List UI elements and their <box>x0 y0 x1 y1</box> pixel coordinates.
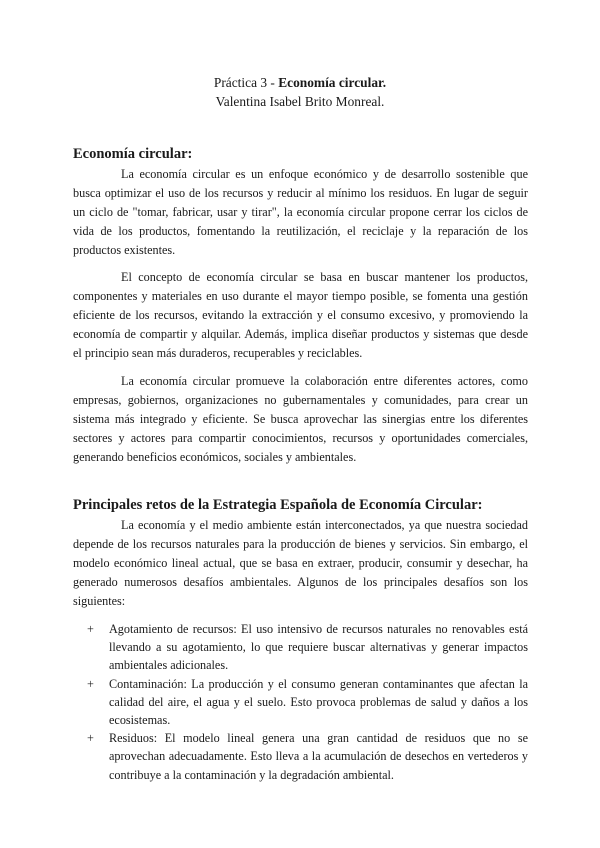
list-item: + Contaminación: La producción y el consumo generan contaminantes que afectan la calidad del aire, el agua y el suelo. Esto provoca problemas de salud y daños a los ecosistemas. <box>87 676 528 728</box>
plus-bullet-icon: + <box>87 731 94 746</box>
title-prefix: Práctica 3 - <box>213 75 279 90</box>
paragraph-3: La economía circular promueve la colaboración entre diferentes actores, como empresas, gobiernos, organizaciones no gubernamentales y comunidades, para crear un sistema más integrado y eficiente. Se busca aprovechar las sinergias entre los diferentes sectores y actores para compartir conocimientos, recursos y oportunidades comerciales, generando beneficios económicos, sociales y ambientales. <box>73 374 528 465</box>
title-bold: Economía circular. <box>278 75 387 90</box>
list-item: + Agotamiento de recursos: El uso intensivo de recursos naturales no renovables está llevando a su agotamiento, lo que requiere buscar alternativas y generar impactos ambientales adicionales. <box>87 622 528 673</box>
paragraph-2: El concepto de economía circular se basa en buscar mantener los productos, componentes y materiales en uso durante el mayor tiempo posible, se fomenta una gestión eficiente de los recursos, evitando la extracción y el consumo excesivo, y promoviendo la economía de compartir y alquilar. Además, implica diseñar productos y sistemas que desde el principio sean más duraderos, recuperables y reciclables. <box>73 270 528 361</box>
challenges-list <box>73 620 528 784</box>
paragraph-intro-retos: La economía y el medio ambiente están interconectados, ya que nuestra sociedad depende de los recursos naturales para la producción de bienes y servicios. Sin embargo, el modelo económico lineal actual, que se basa en extraer, producir, consumir y desechar, ha generado numerosos desafíos ambientales. Algunos de los principales desafíos son los siguientes: <box>73 518 528 609</box>
document-title <box>0 73 600 92</box>
author-name: Valentina Isabel Brito Monreal. <box>215 94 385 109</box>
paragraph-1: La economía circular es un enfoque económico y de desarrollo sostenible que busca optimizar el uso de los recursos y reducir al mínimo los residuos. En lugar de seguir un ciclo de "tomar, fabricar, usar y tirar", la economía circular propone cerrar los ciclos de vida de los productos, fomentando la reutilización, el reciclaje y la reparación de los productos existentes. <box>73 167 528 258</box>
section-heading-economia-circular: Economía circular: <box>73 146 193 162</box>
plus-bullet-icon: + <box>87 676 94 691</box>
list-item: + Residuos: El modelo lineal genera una gran cantidad de residuos que no se aprovechan adecuadamente. Esto lleva a la acumulación de desechos en vertederos y contribuye a la contaminación y la degradación ambiental. <box>87 731 528 782</box>
section-heading-retos: Principales retos de la Estrategia Española de Economía Circular: <box>73 497 483 513</box>
plus-bullet-icon: + <box>87 622 94 636</box>
document-header <box>0 73 600 111</box>
